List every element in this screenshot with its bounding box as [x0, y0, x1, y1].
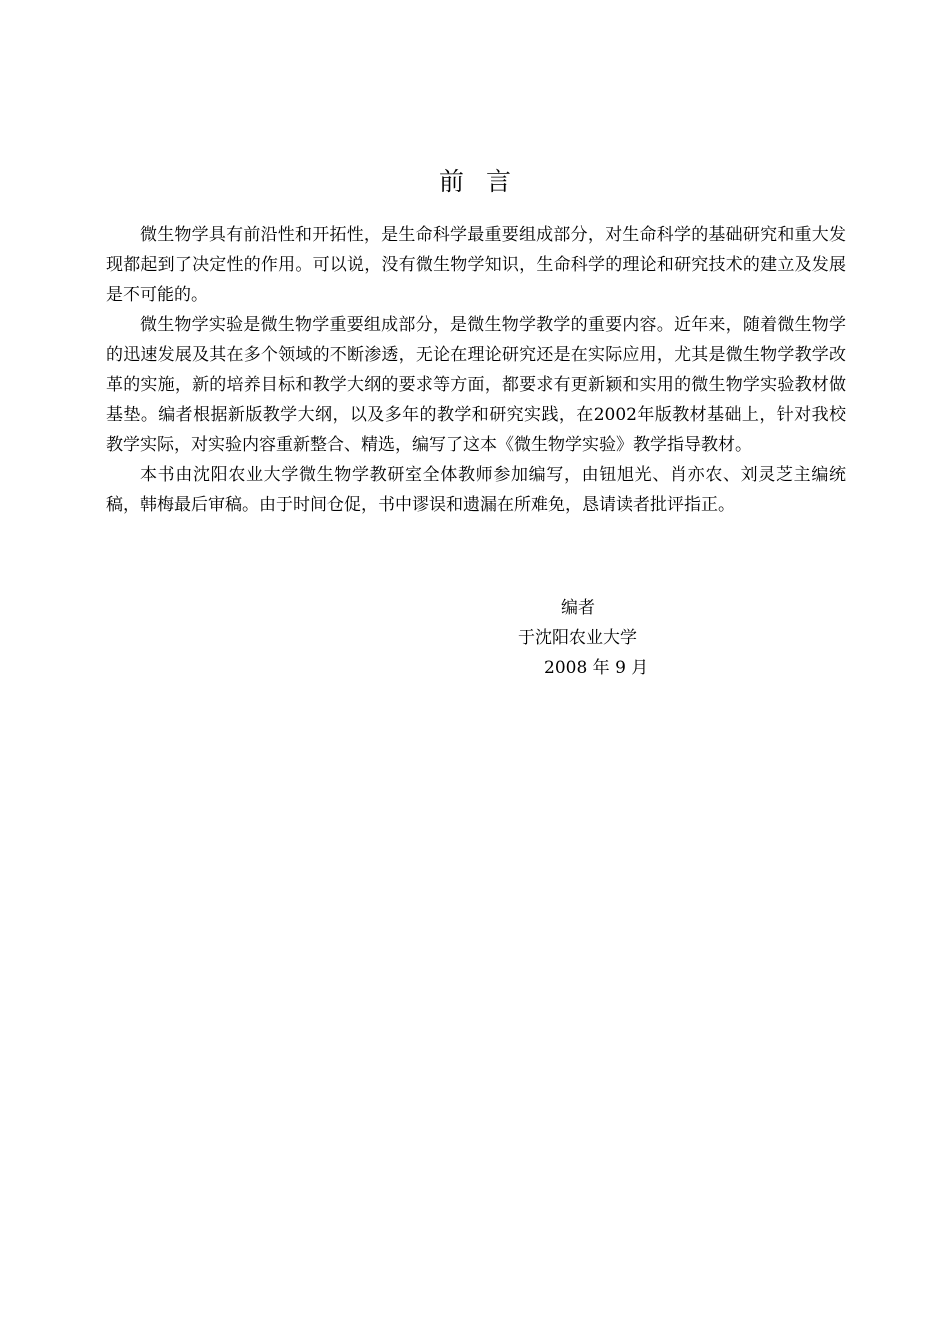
paragraph-1: 微生物学具有前沿性和开拓性，是生命科学最重要组成部分，对生命科学的基础研究和重大发现都起到了决定性的作用。可以说，没有微生物学知识，生命科学的理论和研究技术的建立及发展是不可能的。 — [106, 225, 846, 305]
paragraph-3: 本书由沈阳农业大学微生物学教研室全体教师参加编写，由钮旭光、肖亦农、刘灵芝主编统稿，韩梅最后审稿。由于时间仓促，书中谬误和遗漏在所难免，恳请读者批评指正。 — [106, 465, 846, 515]
signature-editor: 编者 — [561, 598, 595, 618]
signature-place: 于沈阳农业大学 — [518, 628, 637, 648]
signature-date: 2008 年 9 月 — [544, 658, 649, 678]
preface-body — [106, 220, 846, 520]
signature-block — [0, 593, 649, 683]
paragraph-2: 微生物学实验是微生物学重要组成部分，是微生物学教学的重要内容。近年来，随着微生物学的迅速发展及其在多个领域的不断渗透，无论在理论研究还是在实际应用，尤其是微生物学教学改革的实施，新的培养目标和教学大纲的要求等方面，都要求有更新颖和实用的微生物学实验教材做基垫。编者根据新版教学大纲，以及多年的教学和研究实践，在2002年版教材基础上，针对我校教学实际，对实验内容重新整合、精选，编写了这本《微生物学实验》教学指导教材。 — [106, 315, 846, 455]
page-title: 前言 — [438, 167, 533, 196]
